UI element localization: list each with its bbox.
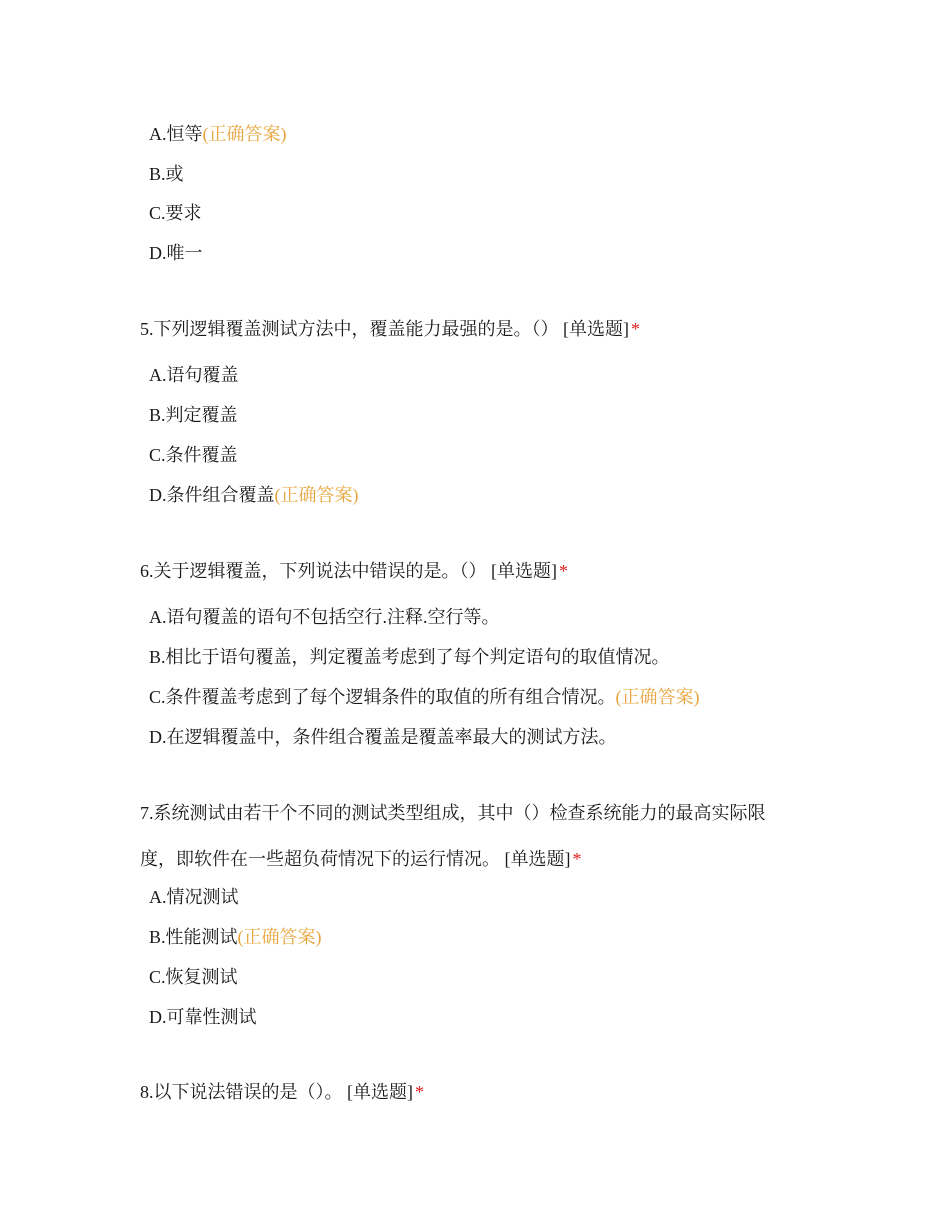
option-text: A.语句覆盖的语句不包括空行.注释.空行等。 [149,607,500,627]
q4-option-c[interactable] [149,201,202,225]
q8-question [140,1069,820,1115]
question-text: 度，即软件在一些超负荷情况下的运行情况。 [140,849,500,869]
q6-option-a[interactable] [149,605,500,629]
q7-option-b[interactable] [149,925,322,949]
q7-question [140,790,820,882]
option-text: A.情况测试 [149,887,239,907]
option-text: C.恢复测试 [149,967,238,987]
question-type-tag: [单选题] [563,319,629,339]
option-text: B.判定覆盖 [149,405,238,425]
required-mark: * [559,561,568,581]
option-text: B.相比于语句覆盖，判定覆盖考虑到了每个判定语句的取值情况。 [149,647,670,667]
option-text: D.可靠性测试 [149,1007,257,1027]
correct-answer-label: (正确答案) [274,485,359,505]
option-text: C.条件覆盖 [149,445,238,465]
question-type-tag: [单选题] [491,561,557,581]
option-text: D.条件组合覆盖 [149,485,275,505]
question-text-line-1: 7.系统测试由若干个不同的测试类型组成，其中（）检查系统能力的最高实际限 [140,803,766,823]
option-text: B.或 [149,164,184,184]
option-text: C.条件覆盖考虑到了每个逻辑条件的取值的所有组合情况。 [149,687,616,707]
correct-answer-label: (正确答案) [237,927,322,947]
q6-option-d[interactable] [149,725,617,749]
required-mark: * [631,319,640,339]
q6-option-c[interactable] [149,685,700,709]
option-text: A.语句覆盖 [149,365,239,385]
q7-option-a[interactable] [149,885,239,909]
correct-answer-label: (正确答案) [202,124,287,144]
question-text: 8.以下说法错误的是（）。 [140,1082,343,1102]
correct-answer-label: (正确答案) [615,687,700,707]
q5-option-c[interactable] [149,443,238,467]
option-text: D.唯一 [149,243,203,263]
q7-option-d[interactable] [149,1005,257,1029]
question-text: 6.关于逻辑覆盖，下列说法中错误的是。（） [140,561,487,581]
q5-option-a[interactable] [149,363,239,387]
required-mark: * [415,1082,424,1102]
q4-option-b[interactable] [149,162,184,186]
q5-question [140,306,820,352]
q5-option-d[interactable] [149,483,359,507]
option-text: A.恒等 [149,124,203,144]
required-mark: * [572,849,582,869]
q4-option-d[interactable] [149,241,203,265]
question-type-tag: [单选题] [504,849,571,869]
option-text: B.性能测试 [149,927,238,947]
q6-question [140,548,820,594]
q7-option-c[interactable] [149,965,238,989]
option-text: D.在逻辑覆盖中，条件组合覆盖是覆盖率最大的测试方法。 [149,727,617,747]
question-text-line-2 [140,836,820,882]
q6-option-b[interactable] [149,645,670,669]
option-text: C.要求 [149,203,202,223]
question-type-tag: [单选题] [347,1082,413,1102]
q4-option-a[interactable] [149,122,287,146]
question-text: 5.下列逻辑覆盖测试方法中，覆盖能力最强的是。（） [140,319,559,339]
q5-option-b[interactable] [149,403,238,427]
